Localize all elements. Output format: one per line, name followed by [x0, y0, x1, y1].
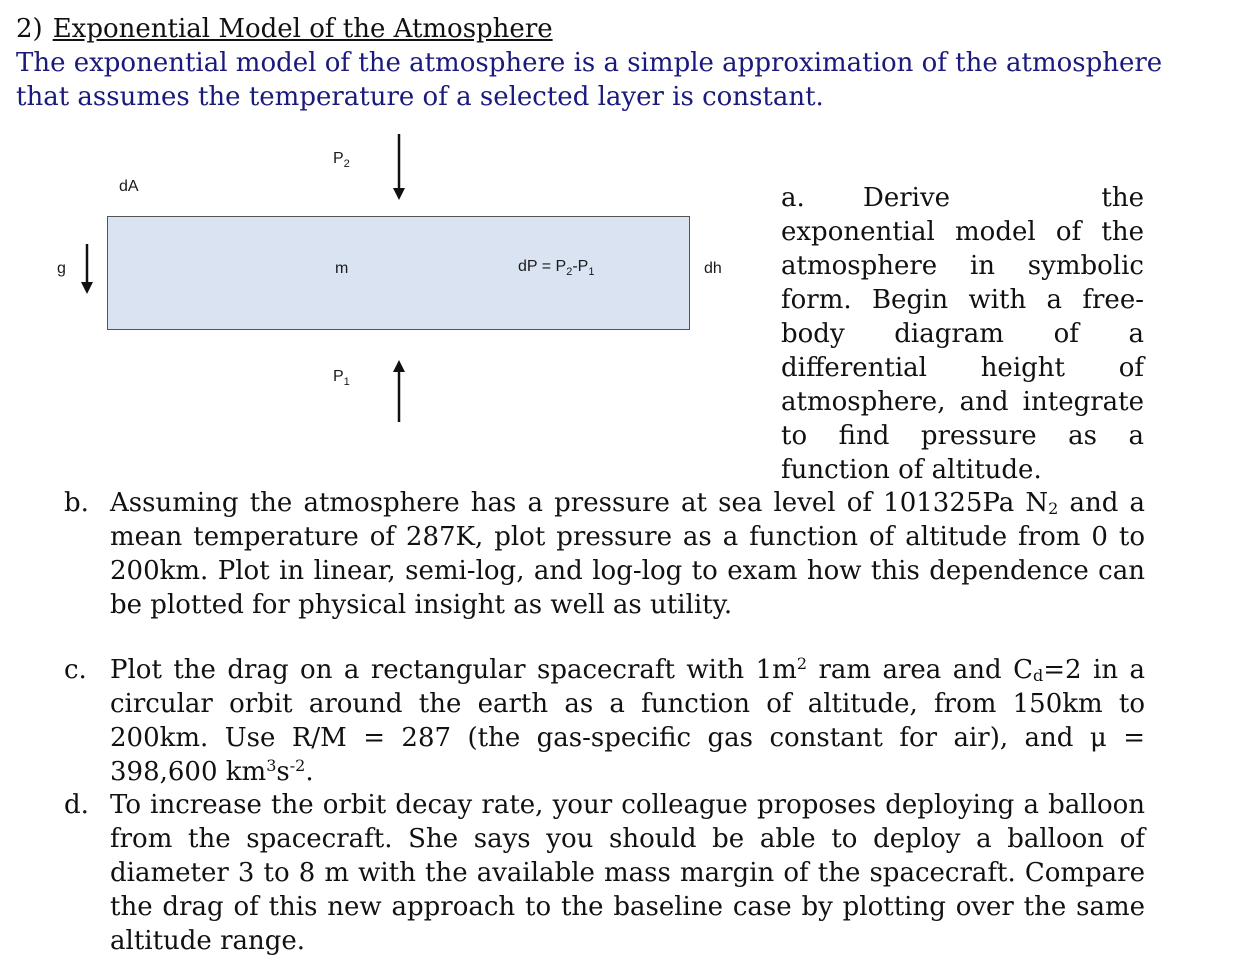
label-p2: $P_2$	[333, 150, 350, 171]
part-a	[781, 181, 1144, 487]
part-b	[64, 486, 1145, 622]
free-body-diagram	[0, 130, 760, 440]
label-mass: m	[335, 260, 349, 277]
problem-title: Exponential Model of the Atmosphere	[52, 14, 553, 44]
gravity-arrow-icon	[78, 244, 96, 296]
down-arrow-icon	[390, 134, 408, 202]
part-c	[64, 653, 1145, 789]
problem-number: 2)	[16, 14, 43, 44]
part-c-text: Plot the drag on a rectangular spacecraft with $1m^2$ ram area and $C_d=2$ in a circular orbit around the earth as a function of altitude, from 150km to 200km. Use R/M = 287 (the gas-specific gas constant for air), and μ = 398,600 $km^3s^{-2}$.	[110, 654, 1146, 787]
label-dh: dh	[704, 260, 722, 277]
label-area: dA	[119, 178, 139, 195]
part-b-label: b.	[64, 488, 89, 518]
problem-heading	[16, 12, 553, 46]
part-d-text: To increase the orbit decay rate, your colleague proposes deploying a balloon from the spacecraft. She says you should be able to deploy a balloon of diameter 3 to 8 m with the available mass margin of the spacecraft. Compare the drag of this new approach to the baseline case by plotting over the same altitude range.	[110, 790, 1145, 956]
up-arrow-icon	[390, 360, 408, 424]
intro-text: The exponential model of the atmosphere is a simple approximation of the atmosphere that assumes the temperature of a selected layer is constant.	[16, 48, 1163, 112]
part-b-text: Assuming the atmosphere has a pressure at sea level of 101325Pa $N_2$ and a mean temperature of 287K, plot pressure as a function of altitude from 0 to 200km. Plot in linear, semi-log, and log-log to exam how this dependence can be plotted for physical insight as well as utility.	[110, 488, 1145, 620]
label-dp: dP = $P_2-P_1$	[518, 258, 595, 279]
part-d-label: d.	[64, 790, 89, 820]
label-gravity: g	[57, 260, 66, 277]
part-a-text: Derive the exponential model of the atmosphere in symbolic form. Begin with a free-body diagram of a differential height of atmosphere, and integrate to find pressure as a function of altitude.	[781, 183, 1144, 485]
label-p1: $P_1$	[333, 368, 350, 389]
air-element-box	[107, 216, 690, 330]
part-c-label: c.	[64, 655, 87, 685]
part-a-label: a.	[781, 183, 805, 213]
part-d	[64, 788, 1145, 958]
